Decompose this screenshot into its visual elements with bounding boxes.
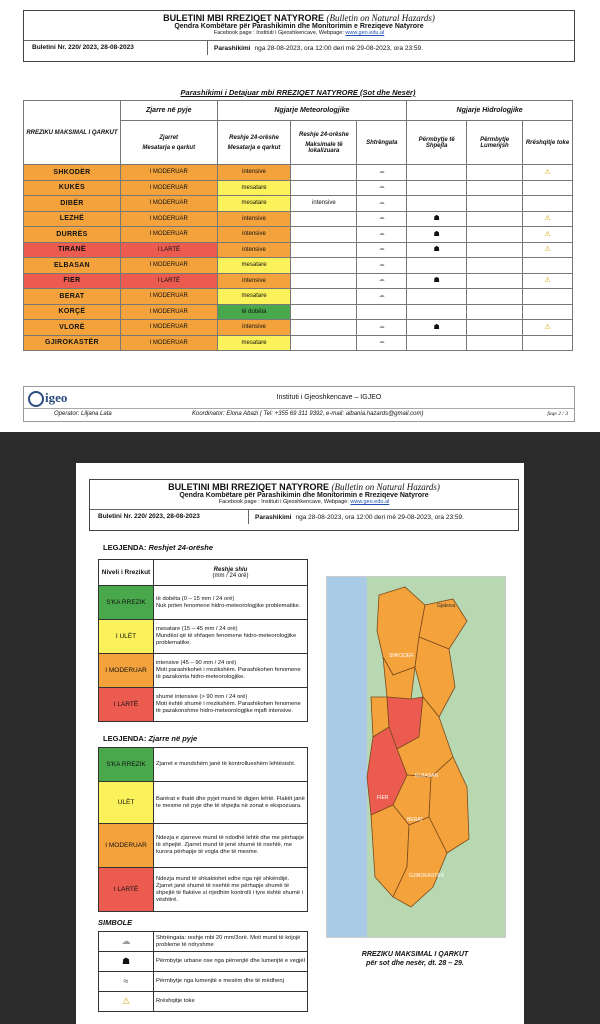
table-row xyxy=(24,289,573,305)
legend-rain-table xyxy=(98,559,308,722)
table-row xyxy=(24,211,573,227)
rain-max xyxy=(291,211,357,227)
footer-coordinator: Koordinator: Elona Abazi ( Tel: +355 69 311 9392, e-mail: albania.hazards@gmail.com) xyxy=(192,411,424,417)
county-name: VLORË xyxy=(24,320,121,336)
county-name: DURRËS xyxy=(24,227,121,243)
river-flood-icon: ≈ xyxy=(123,975,129,986)
legend-fire-heading: LEGJENDA: Zjarre në pyje xyxy=(103,734,198,743)
table-row xyxy=(24,273,573,289)
legend-row xyxy=(99,824,308,868)
landslide-icon: ⚠ xyxy=(544,215,551,223)
landslide-icon: ⚠ xyxy=(544,246,551,254)
rain-average: intensive xyxy=(217,242,291,258)
landslide-icon: ⚠ xyxy=(544,168,551,176)
forecast-period: nga 28-08-2023, ora 12:00 deri më 29-08-2023, ora 23:59. xyxy=(254,44,423,52)
rain-max xyxy=(291,289,357,305)
legend-rain-text: Moti është shumë i rrezikshëm. Parashikohen fenomene të pazakonshme hidro-meteorologjike mjaft intensive. xyxy=(156,701,301,714)
rain-max-sub: Maksimale të lokalizuara xyxy=(305,141,343,154)
rain-max xyxy=(291,227,357,243)
river-flood-header: Përmbytje Lumenjsh xyxy=(467,121,523,165)
meteo-group-header: Ngjarje Meteorologjike xyxy=(217,101,407,121)
legend-fire-text: Ndezja mund të shkaktohet edhe nga një shkëndijë. Zjarret janë shumë të nxehtë me përhapje shumë të shpejtë të flakëve si rrjedhim kontrolli i tyre është shumë i vështirë. xyxy=(154,868,308,912)
table-row xyxy=(24,180,573,196)
landslide-header: Rrëshqitje toke xyxy=(523,121,573,165)
footer-institute: Instituti i Gjeoshkencave – IGJEO xyxy=(276,394,382,401)
storm-icon: ☁ xyxy=(378,199,385,206)
table-row xyxy=(24,335,573,351)
rain-average: mesatare xyxy=(217,335,291,351)
footer-page: faqe 2 / 3 xyxy=(547,411,568,417)
fire-sub-header: Zjarret xyxy=(159,134,179,141)
fire-group-header: Zjarre në pyje xyxy=(120,101,217,121)
county-name: BERAT xyxy=(24,289,121,305)
rain-max: intensive xyxy=(291,196,357,212)
fire-level: I MODERUAR xyxy=(120,258,217,274)
legend-rain-text: Mundësi që të shfaqen fenomene hidro-meteorologjike problematike. xyxy=(156,633,297,646)
map-label-elbasan: ELBASAN xyxy=(415,773,439,779)
legend-level: S'KA RREZIK xyxy=(99,748,154,782)
legend-rain-range: mesatare (15 – 45 mm / 24 orë) xyxy=(156,626,238,632)
county-name: ELBASAN xyxy=(24,258,121,274)
landslide-icon: ⚠ xyxy=(544,277,551,285)
landslide-icon: ⚠ xyxy=(544,323,551,331)
fire-level: I MODERUAR xyxy=(120,180,217,196)
table-row xyxy=(24,196,573,212)
fire-level: I MODERUAR xyxy=(120,165,217,181)
legend-row xyxy=(99,748,308,782)
rain-max xyxy=(291,180,357,196)
storm-icon: ☁ xyxy=(378,292,385,299)
legend-row xyxy=(99,586,308,620)
symbol-text: Shtrëngata: reshje mbi 20 mm/3orë. Moti mund të krijojë probleme të ndryshme xyxy=(154,932,308,952)
legend-fire-text: Ndezja e zjarreve mund të ndodhë lehtë dhe me përhapje të shpejtë. Zjarret mund të jenë shumë të nxehtë, me kurora përhapje të vogla dhe të mesme. xyxy=(154,824,308,868)
county-name: TIRANË xyxy=(24,242,121,258)
legend-row xyxy=(99,620,308,654)
legend-rain-range: të dobëta (0 – 15 mm / 24 orë) xyxy=(156,595,235,602)
map-label-gjirokaster: GJIROKASTER xyxy=(409,873,445,879)
storm-icon: ☁ xyxy=(378,168,385,175)
legend-level: ULËT xyxy=(99,782,154,824)
hazard-table xyxy=(23,100,573,351)
legend-level: I MODERUAR xyxy=(99,824,154,868)
flash-flood-icon: ☗ xyxy=(121,955,131,966)
igeo-logo: igeo xyxy=(28,390,67,407)
rain-average: të dobëta xyxy=(217,304,291,320)
landslide-icon: ⚠ xyxy=(544,230,551,238)
legend-rain-range: shumë intensive (> 90 mm / 24 orë) xyxy=(156,694,248,700)
table-row xyxy=(24,242,573,258)
map-label-shkoder: SHKODER xyxy=(389,653,414,659)
legend-level: I LARTË xyxy=(99,868,154,912)
page-footer xyxy=(23,386,575,422)
county-name: FIER xyxy=(24,273,121,289)
map-label-fier: FIER xyxy=(377,795,389,801)
table-title: Parashikimi i Detajuar mbi RREZIQET NATYRORE (Sot dhe Nesër) xyxy=(180,88,416,97)
legend-rain-range: intensive (45 – 90 mm / 24 orë) xyxy=(156,660,237,666)
rain-average: mesatare xyxy=(217,196,291,212)
county-name: KORÇË xyxy=(24,304,121,320)
fire-level: I MODERUAR xyxy=(120,211,217,227)
flash-flood-icon: ☗ xyxy=(433,246,440,254)
county-header: RREZIKU MAKSIMAL I QARKUT xyxy=(24,101,121,165)
rain-max xyxy=(291,165,357,181)
legend-row xyxy=(99,654,308,688)
table-row xyxy=(24,227,573,243)
county-name: SHKODËR xyxy=(24,165,121,181)
storm-icon: ☁ xyxy=(121,935,131,946)
flash-flood-icon: ☗ xyxy=(433,215,440,223)
fire-level: I LARTË xyxy=(120,242,217,258)
bulletin-header xyxy=(23,10,575,62)
legend-fire-text: Barërat e thatë dhe pyjet mund të digjen lehtë. Flakët janë te mesme në pyje dhe të shpejta në zonat e ekspozuara. xyxy=(154,782,308,824)
map-label-gjakova: Gjakova xyxy=(437,603,456,609)
rain-average: mesatare xyxy=(217,258,291,274)
rain-average: intensive xyxy=(217,211,291,227)
rain-average: intensive xyxy=(217,165,291,181)
legend-fire-table xyxy=(98,747,308,912)
storm-icon: ☁ xyxy=(378,230,385,237)
county-name: KUKËS xyxy=(24,180,121,196)
fire-level: I MODERUAR xyxy=(120,320,217,336)
symbol-text: Përmbytje nga lumenjtë e mesëm dhe të mëdhenj xyxy=(154,972,308,992)
table-row xyxy=(24,165,573,181)
legend-rain-text: Moti parashikohet i rrezikshëm. Parashikohen fenomene të pazakonta hidro-meteorologjike. xyxy=(156,667,301,680)
hazard-rows xyxy=(24,165,573,351)
rain-max-header: Reshje 24-orëshe xyxy=(299,131,349,138)
map-graphic xyxy=(327,577,505,937)
county-name: DIBËR xyxy=(24,196,121,212)
storm-icon: ☁ xyxy=(378,215,385,222)
county-name: LEZHË xyxy=(24,211,121,227)
flash-flood-icon: ☗ xyxy=(433,230,440,238)
storm-icon: ☁ xyxy=(378,277,385,284)
legend-level: I LARTË xyxy=(99,688,154,722)
rain-max xyxy=(291,273,357,289)
rain-max xyxy=(291,304,357,320)
rain-average: mesatare xyxy=(217,289,291,305)
legend-rain-unit: (mm / 24 orë) xyxy=(212,572,249,579)
symbol-text: Rrëshqitje toke xyxy=(154,992,308,1012)
bulletin-number: Buletini Nr. 220/ 2023, 28-08-2023 xyxy=(24,41,208,55)
fire-level: I MODERUAR xyxy=(120,304,217,320)
rain-average: intensive xyxy=(217,273,291,289)
legend-level: S'KA RREZIK xyxy=(99,586,154,620)
fire-avg-header: Mesatarja e qarkut xyxy=(142,144,196,151)
table-row xyxy=(24,258,573,274)
footer-operator: Operator: Liljana Lata xyxy=(54,411,112,417)
rain-max xyxy=(291,335,357,351)
legend-fire-text: Zjarret e mundshëm janë të kontrollueshëm lehtësisht. xyxy=(154,748,308,782)
map-label-berat: BERAT xyxy=(407,817,424,823)
table-row xyxy=(24,304,573,320)
bulletin-title-en: (Bulletin on Natural Hazards) xyxy=(326,13,435,23)
fire-level: I MODERUAR xyxy=(120,335,217,351)
storm-header: Shtrëngata xyxy=(357,121,407,165)
storm-icon: ☁ xyxy=(378,246,385,253)
bulletin-page-3 xyxy=(76,463,524,1024)
rain-max xyxy=(291,258,357,274)
storm-icon: ☁ xyxy=(378,261,385,268)
legend-rain-heading: LEGJENDA: Reshjet 24-orëshe xyxy=(103,543,214,552)
storm-icon: ☁ xyxy=(378,339,385,346)
rain-avg-sub: Mesatarja e qarkut xyxy=(227,144,281,151)
symbol-row xyxy=(99,952,308,972)
storm-icon: ☁ xyxy=(378,323,385,330)
website-link-2[interactable]: www.geo.edu.al xyxy=(350,499,390,505)
fire-level: I MODERUAR xyxy=(120,227,217,243)
bulletin-header-2: BULETINI MBI RREZIQET NATYRORE (Bulletin on Natural Hazards) Qendra Kombëtare për Parashikimin dhe Monitorimin e Rreziqeve Natyrore Facebook page : Instituti i Gjeoshkencave, Webpage: www.geo.edu.al Buletini Nr. 220/ 2023, 28-08-2023 Parashikimi nga 28-08-2023, ora 12:00 deri më 29-08-2023, ora 23:59. xyxy=(89,479,519,531)
rain-average: intensive xyxy=(217,320,291,336)
county-name: GJIROKASTËR xyxy=(24,335,121,351)
hydro-group-header: Ngjarje Hidrologjike xyxy=(407,101,573,121)
bulletin-subtitle: Qendra Kombëtare për Parashikimin dhe Monitorimin e Rreziqeve Natyrore xyxy=(174,23,424,30)
flash-flood-header: Përmbytje të Shpejta xyxy=(407,121,467,165)
symbol-row xyxy=(99,932,308,952)
forecast-label: Parashikimi xyxy=(214,44,251,52)
legend-level-header: Niveli i Rrezikut xyxy=(99,560,154,586)
bulletin-page-2 xyxy=(0,0,600,432)
rain-avg-header: Reshje 24-orëshe xyxy=(229,134,279,141)
flash-flood-icon: ☗ xyxy=(433,277,440,285)
fire-level: I MODERUAR xyxy=(120,289,217,305)
albania-risk-map xyxy=(326,576,506,938)
symbol-row xyxy=(99,972,308,992)
storm-icon: ☁ xyxy=(378,184,385,191)
map-caption: RREZIKU MAKSIMAL I QARKUT për sot dhe nesër, dt. 28 – 29. xyxy=(361,951,469,967)
landslide-icon: ⚠ xyxy=(121,995,131,1006)
legend-row xyxy=(99,688,308,722)
legend-level: I MODERUAR xyxy=(99,654,154,688)
rain-max xyxy=(291,242,357,258)
legend-row xyxy=(99,782,308,824)
rain-max xyxy=(291,320,357,336)
symbol-text: Përmbytje urbane ose nga përrenjtë dhe lumenjtë e vegjël xyxy=(154,952,308,972)
rain-average: mesatare xyxy=(217,180,291,196)
legend-row xyxy=(99,868,308,912)
bulletin-title: BULETINI MBI RREZIQET NATYRORE xyxy=(163,13,324,23)
fire-level: I LARTË xyxy=(120,273,217,289)
links-prefix: Facebook page : Instituti i Gjeoshkencave, Webpage: xyxy=(213,30,346,36)
legend-rain-text: Nuk priten fenomene hidro-meteorologjike problematike. xyxy=(156,602,301,609)
legend-level: I ULËT xyxy=(99,620,154,654)
rain-average: intensive xyxy=(217,227,291,243)
legend-rain-header: Reshje shiu xyxy=(213,566,248,573)
symbols-heading: SIMBOLE xyxy=(98,918,133,927)
fire-level: I MODERUAR xyxy=(120,196,217,212)
symbols-table xyxy=(98,931,308,1012)
table-row xyxy=(24,320,573,336)
symbol-row xyxy=(99,992,308,1012)
website-link[interactable]: www.geo.edu.al xyxy=(345,30,385,36)
flash-flood-icon: ☗ xyxy=(433,323,440,331)
